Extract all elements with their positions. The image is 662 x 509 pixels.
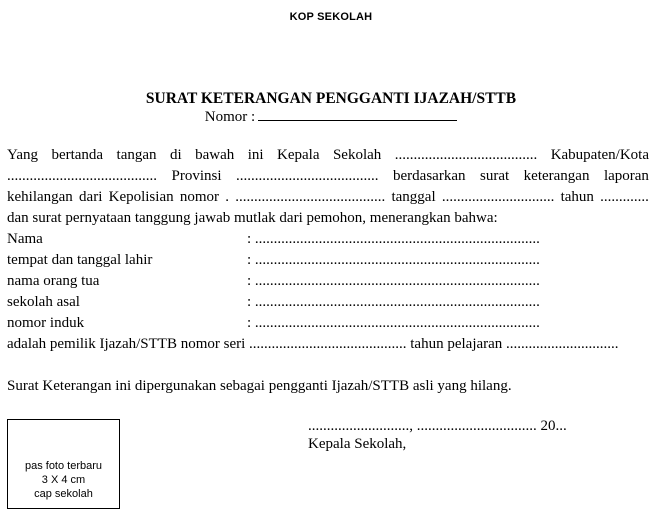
word: ini: [247, 147, 264, 163]
dotted-fill: ........................................: [235, 189, 386, 205]
field-row-sekolah-asal: [7, 292, 540, 313]
word: laporan: [603, 168, 649, 184]
field-label: nomor induk: [7, 315, 85, 331]
owner-line: adalah pemilik Ijazah/STTB nomor seri .......................................... tahun pelajaran ..............................: [7, 336, 619, 352]
word: berdasarkan: [393, 168, 466, 184]
field-row-orang-tua: [7, 271, 540, 292]
document-title: SURAT KETERANGAN PENGGANTI IJAZAH/STTB: [145, 90, 517, 107]
field-row-nomor-induk: [7, 313, 540, 334]
dotted-fill: ......................................: [236, 168, 379, 184]
word: Yang: [7, 147, 38, 163]
word: di: [169, 147, 182, 163]
dotted-fill: ..............................: [441, 189, 555, 205]
nomor-underline: [258, 107, 457, 121]
field-label: nama orang tua: [7, 273, 100, 289]
word: Kepala: [277, 147, 320, 163]
field-value: : ............................................................................: [247, 252, 540, 268]
word: tangan: [116, 147, 157, 163]
field-label: sekolah asal: [7, 294, 80, 310]
purpose-line: Surat Keterangan ini dipergunakan sebagai pengganti Ijazah/STTB asli yang hilang.: [7, 378, 512, 394]
word: kehilangan: [7, 189, 73, 205]
word: bawah: [195, 147, 235, 163]
field-row-ttl: [7, 250, 540, 271]
photo-caption: pas foto terbaru: [24, 460, 103, 472]
word: Kabupaten/Kota: [550, 147, 649, 163]
dotted-fill: ........................................: [7, 168, 157, 184]
signatory-role: Kepala Sekolah,: [308, 436, 407, 452]
word: dari: [79, 189, 103, 205]
nomor-label: Nomor :: [204, 109, 256, 125]
dotted-fill: ......................................: [394, 147, 538, 163]
word: tahun: [560, 189, 594, 205]
word: keterangan: [523, 168, 590, 184]
photo-placeholder-box: [7, 419, 120, 509]
field-value: : ............................................................................: [247, 315, 540, 331]
nomor-line: [0, 107, 662, 128]
paragraph-line-1: [7, 145, 649, 166]
field-label: Nama: [7, 231, 43, 247]
word: Provinsi: [171, 168, 222, 184]
paragraph-line-2: [7, 166, 649, 187]
field-value: : ............................................................................: [247, 294, 540, 310]
field-value: : ............................................................................: [247, 273, 540, 289]
paragraph-line-4: dan surat pernyataan tanggung jawab mutlak dari pemohon, menerangkan bahwa:: [7, 210, 498, 226]
word: bertanda: [51, 147, 104, 163]
word: surat: [479, 168, 510, 184]
word: Kepolisian: [108, 189, 174, 205]
dotted-fill: .............: [600, 189, 649, 205]
word: Sekolah: [332, 147, 382, 163]
paragraph-line-3: [7, 187, 649, 208]
photo-size: 3 X 4 cm: [41, 474, 86, 486]
word: tanggal: [391, 189, 436, 205]
photo-stamp-note: cap sekolah: [34, 488, 93, 500]
kop-sekolah-header: KOP SEKOLAH: [289, 11, 373, 23]
field-value: : ............................................................................: [247, 231, 540, 247]
place-date-line: ..........................., ................................ 20...: [308, 418, 567, 434]
field-row-nama: [7, 229, 540, 250]
field-label: tempat dan tanggal lahir: [7, 252, 153, 268]
word: .: [225, 189, 229, 205]
word: nomor: [179, 189, 220, 205]
